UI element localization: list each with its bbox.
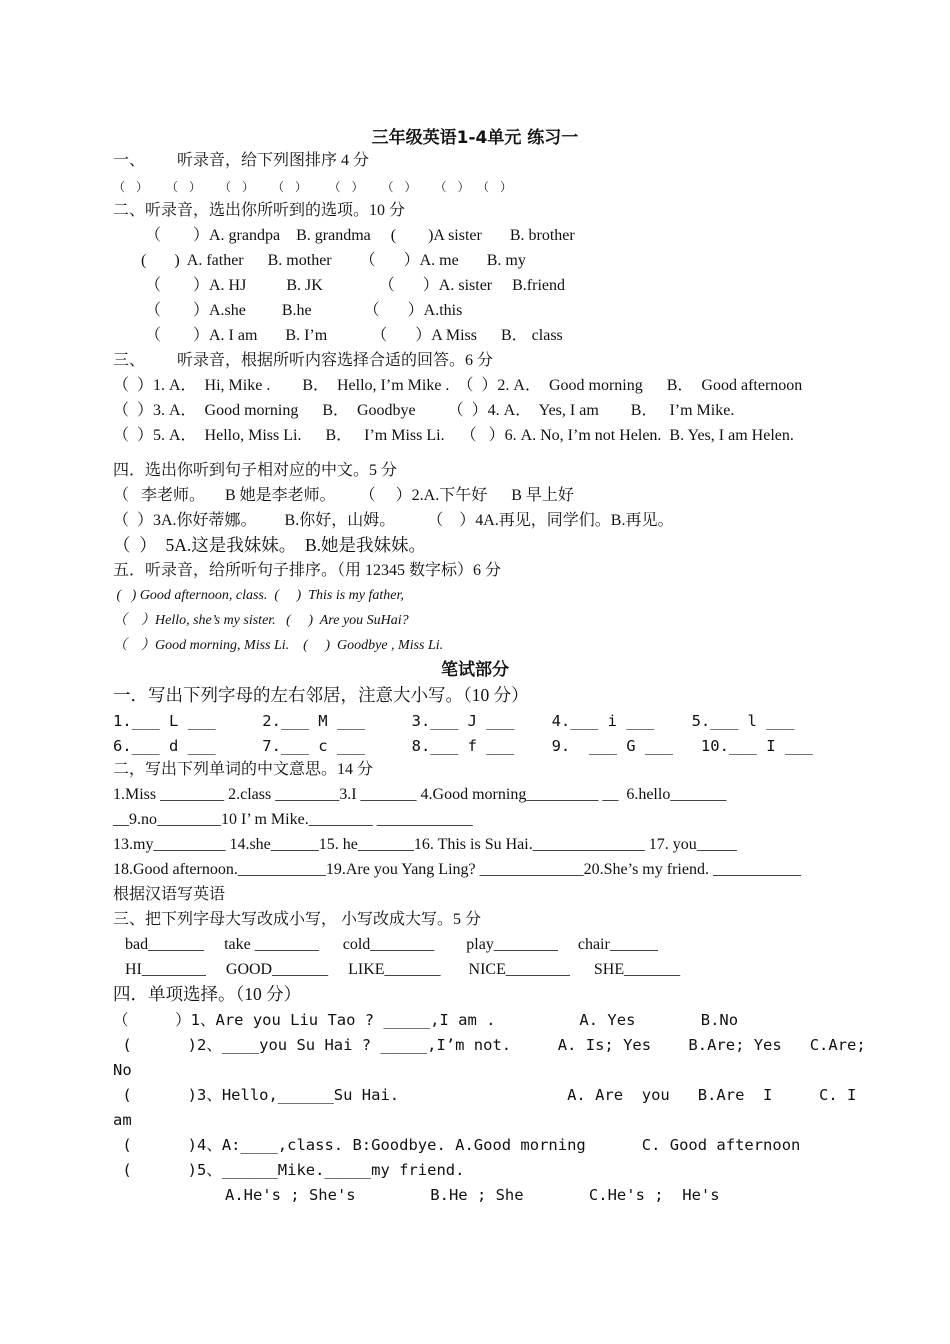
listening-s3-heading: 三、 听录音，根据所听内容选择合适的回答。6 分	[113, 352, 494, 369]
listening-s4-line: （ 李老师。 B 她是李老师。 （ ）2.A.下午好 B 早上好	[113, 487, 574, 504]
written-w4-line: am	[113, 1111, 132, 1129]
written-w3-heading: 三、把下列字母大写改成小写， 小写改成大写。5 分	[113, 911, 482, 928]
listening-s2-line: （ ）A.she B.he （ ）A.this	[113, 302, 463, 319]
listening-s1-brackets: （ ） （ ） （ ） （ ） （ ） （ ） （ ） （ ）	[113, 180, 513, 194]
written-w4-line: A.He's ; She's B.He ; She C.He's ; He's	[113, 1186, 720, 1204]
listening-s3-line: （ ）1. A． Hi, Mike . B． Hello, I’m Mike . （ ）2. A． Good morning B． Good afternoon	[113, 377, 803, 394]
written-section-title: 笔试部分	[441, 660, 509, 680]
listening-s5-line: （ ）Hello, she’s my sister. ( ) Are you SuHai?	[113, 613, 409, 628]
written-w4-line: ( )5、______Mike._____my friend.	[113, 1161, 465, 1179]
written-w2-line: 18.Good afternoon.___________19.Are you Yang Ling? _____________20.She’s my friend. ___________	[113, 861, 801, 878]
written-w1-line: 6.___ d ___ 7.___ c ___ 8.___ f ___ 9. ___ G ___ 10.___ I ___	[113, 737, 813, 755]
written-w4-line: ( )3、Hello,______Su Hai. A. Are you B.Are I C. I	[113, 1086, 857, 1104]
written-w2-line: __9.no________10 I’ m Mike.________ ____________	[113, 811, 473, 828]
listening-s2-line: （ ）A. grandpa B. grandma ( )A sister B. brother	[113, 227, 575, 244]
listening-s2-line: ( ) A. father B. mother （ ）A. me B. my	[113, 252, 526, 269]
listening-s5-line: ( ) Good afternoon, class. ( ) This is my father,	[113, 588, 404, 603]
listening-s5-line: （ ）Good morning, Miss Li. ( ) Goodbye , Miss Li.	[113, 638, 444, 653]
written-w2-line: 13.my_________ 14.she______15. he_______16. This is Su Hai.______________ 17. you_____	[113, 836, 737, 853]
listening-s2-line: （ ）A. HJ B. JK （ ）A. sister B.friend	[113, 277, 565, 294]
listening-s3-line: （ ）3. A． Good morning B． Goodbye （ ）4. A． Yes, I am B． I’m Mike.	[113, 402, 735, 419]
listening-s5-heading: 五．听录音，给所听句子排序。（用 12345 数字标）6 分	[113, 562, 502, 579]
listening-s1-heading: 一、 听录音，给下列图排序 4 分	[113, 152, 370, 169]
written-w1-heading: 一．写出下列字母的左右邻居，注意大小写。（10 分）	[113, 685, 529, 705]
written-w4-line: ( )2、____you Su Hai ? _____,I’m not. A. Is; Yes B.Are; Yes C.Are;	[113, 1036, 866, 1054]
listening-s4-line: （ ） 5A.这是我妹妹。 B.她是我妹妹。	[113, 535, 427, 555]
written-w2-subheading: 根据汉语写英语	[113, 886, 226, 903]
written-w1-line: 1.___ L ___ 2.___ M ___ 3.___ J ___ 4.___ i ___ 5.___ l ___	[113, 712, 795, 730]
written-w3-line: HI________ GOOD_______ LIKE_______ NICE________ SHE_______	[113, 961, 681, 978]
listening-s4-line: （ ）3A.你好蒂娜。 B.你好，山姆。 （ ）4A.再见，同学们。B.再见。	[113, 512, 674, 529]
listening-s2-heading: 二、听录音，选出你所听到的选项。10 分	[113, 202, 406, 219]
written-w3-line: bad_______ take ________ cold________ play________ chair______	[113, 936, 658, 953]
page-title: 三年级英语1-4单元 练习一	[371, 128, 579, 148]
written-w4-line: No	[113, 1061, 132, 1079]
written-w2-heading: 二，写出下列单词的中文意思。14 分	[113, 761, 374, 778]
written-w4-heading: 四．单项选择。（10 分）	[113, 984, 302, 1004]
listening-s3-line: （ ）5. A． Hello, Miss Li. B． I’m Miss Li. （ ）6. A. No, I’m not Helen. B. Yes, I am Helen.	[113, 427, 794, 444]
written-w4-line: ( )4、A:____,class. B:Goodbye. A.Good morning C. Good afternoon	[113, 1136, 801, 1154]
listening-s4-heading: 四．选出你听到句子相对应的中文。5 分	[113, 462, 398, 479]
written-w4-line: （ ）1、Are you Liu Tao ? _____,I am . A. Yes B.No	[113, 1011, 739, 1029]
listening-s2-line: （ ）A. I am B. I’m （ ）A Miss B． class	[113, 327, 563, 344]
written-w2-line: 1.Miss ________ 2.class ________3.I _______ 4.Good morning_________ __ 6.hello_______	[113, 786, 727, 803]
